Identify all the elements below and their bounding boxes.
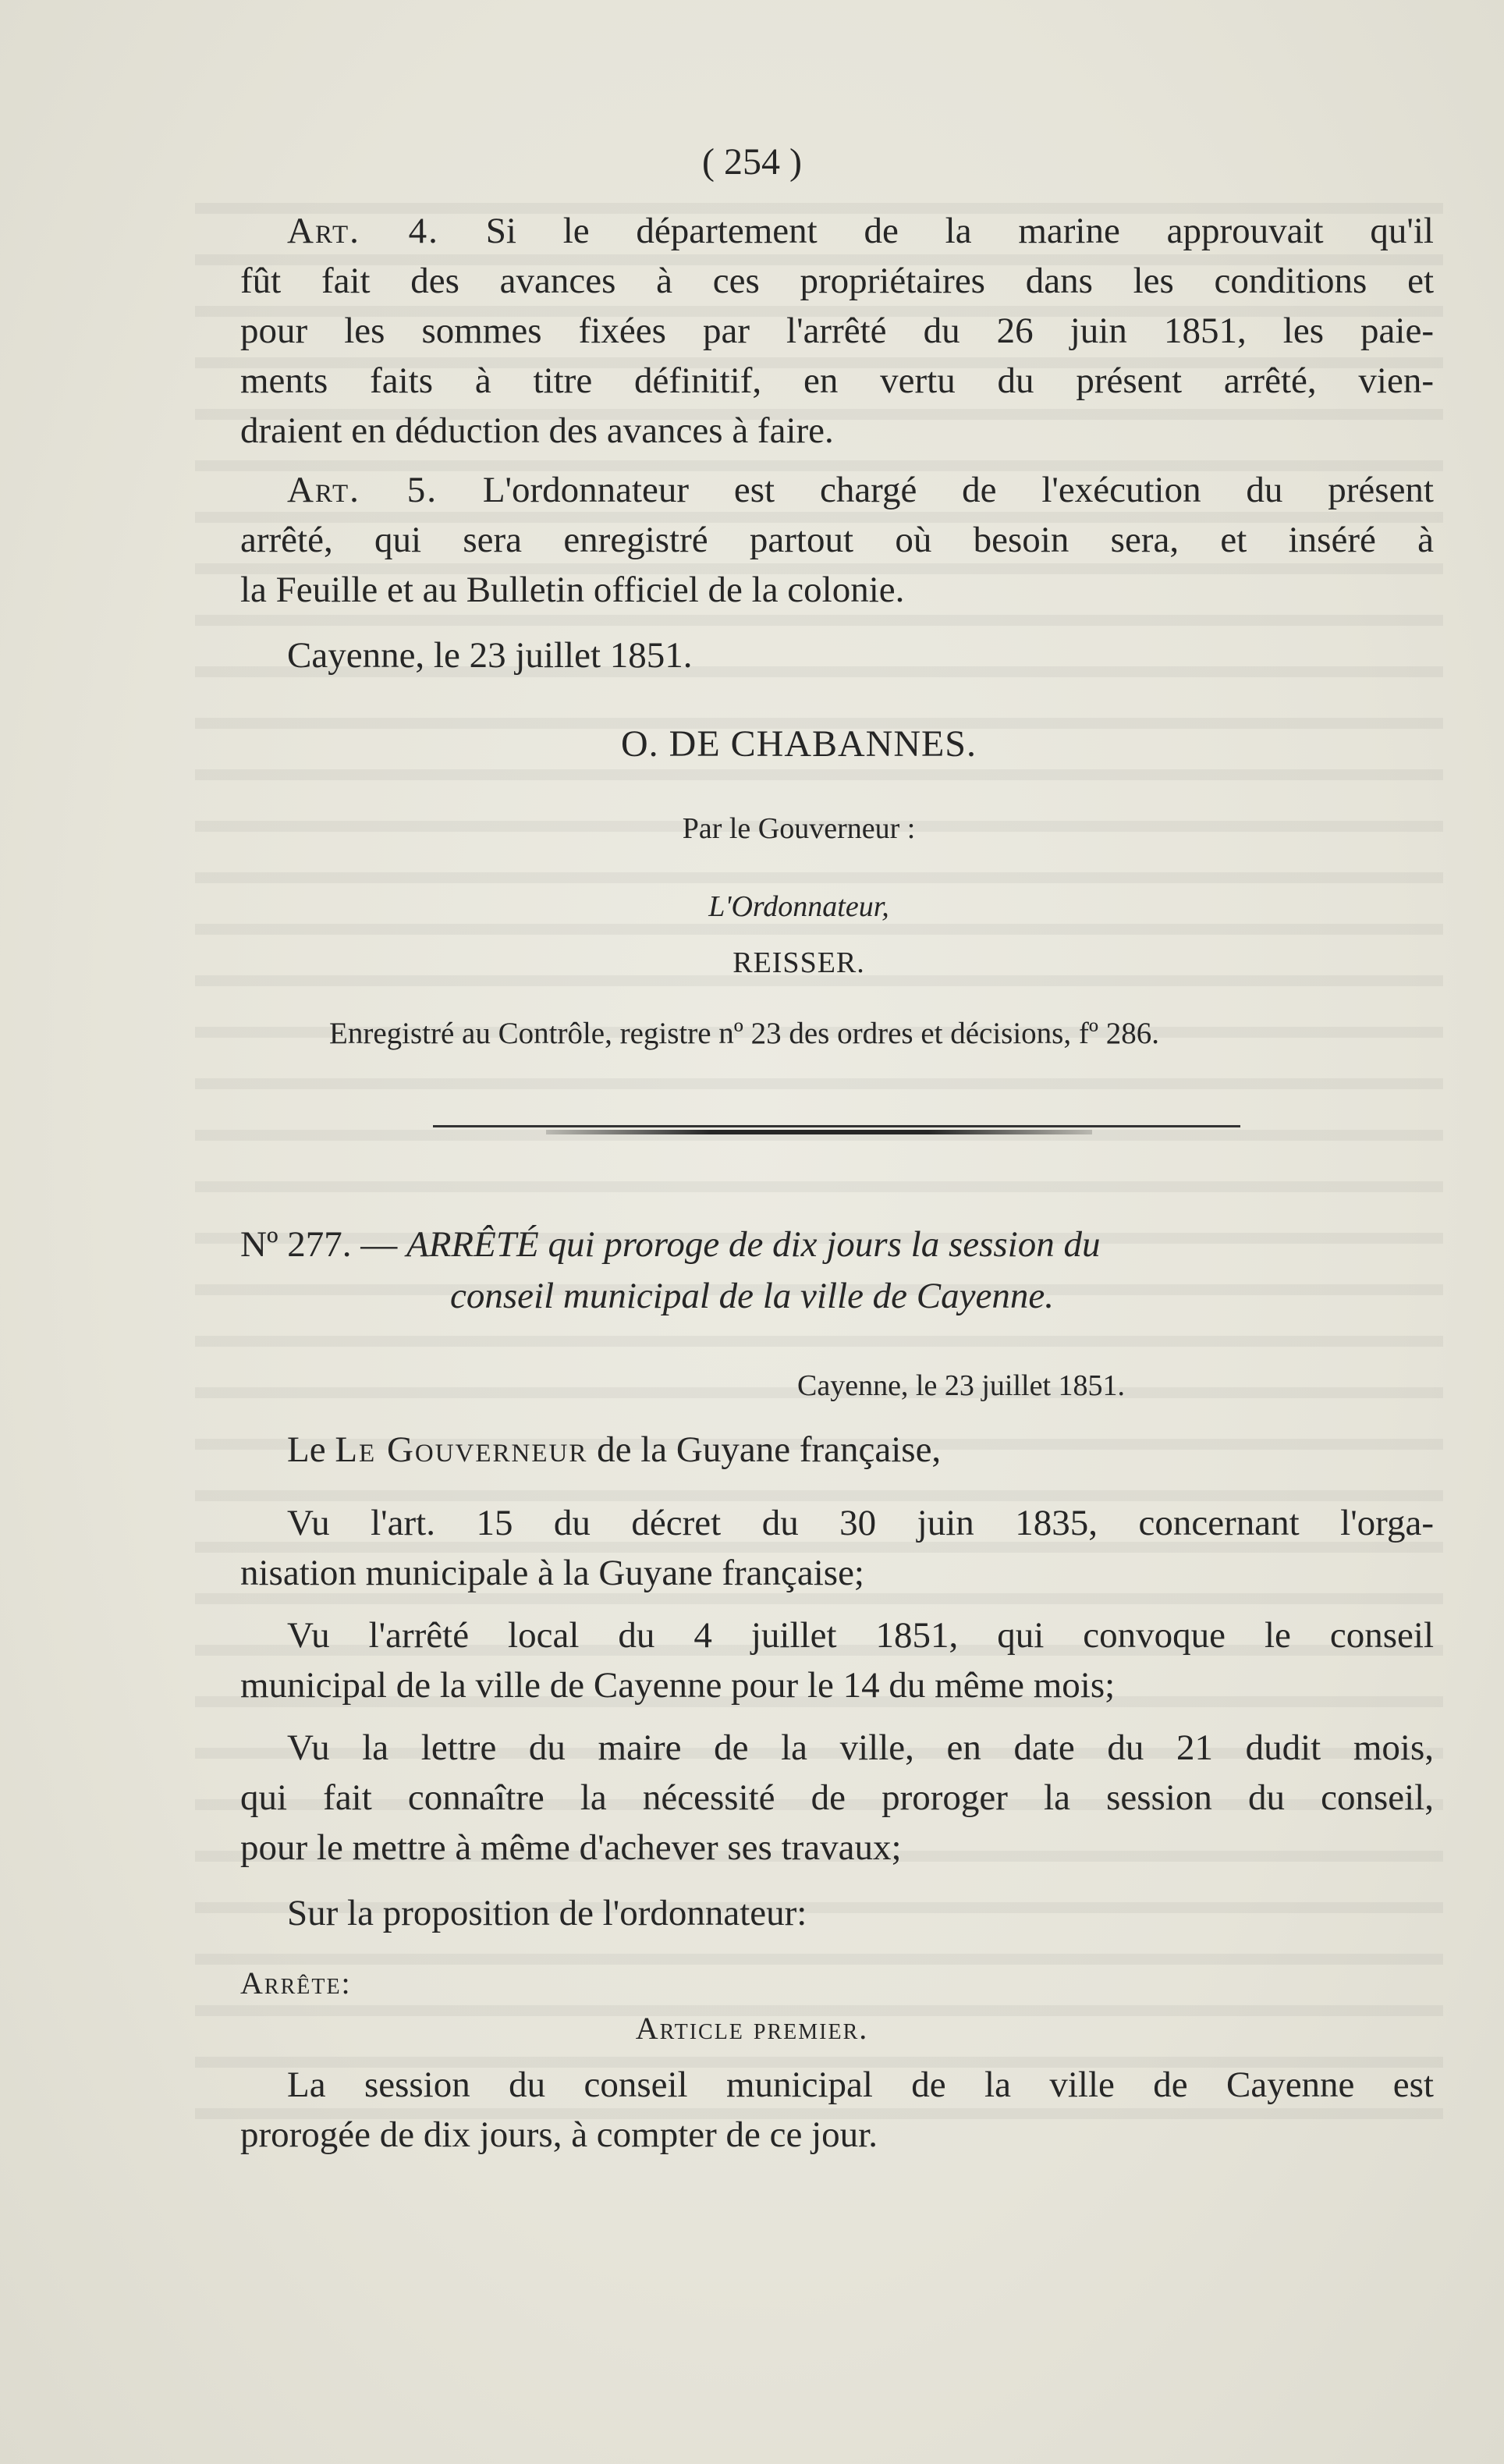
separator-rule-thin [433,1125,1240,1127]
vu1-line-1: Vu l'art. 15 du décret du 30 juin 1835, concernant l'orga- [287,1503,1434,1543]
arrete-label: Arrête: [240,1965,352,2001]
vu3-line-1: Vu la lettre du maire de la ville, en date du 21 dudit mois, [287,1727,1434,1768]
article-heading: Article premier. [635,2011,869,2046]
vu1-line-2: nisation municipale à la Guyane française; [240,1553,864,1593]
decree-heading-line-1 [240,1223,1434,1266]
dateline: Cayenne, le 23 juillet 1851. [287,635,693,676]
vu3-line-3: pour le mettre à même d'achever ses travaux; [240,1827,902,1868]
article-line-2: prorogée de dix jours, à compter de ce jour. [240,2114,878,2155]
art4-line-1 [240,206,1434,256]
gouverneur-line [287,1425,1481,1475]
art5-line-1 [240,465,1434,515]
registration-note: Enregistré au Contrôle, registre nº 23 des ordres et décisions, fº 286. [329,1017,1159,1050]
decree-title-1: ARRÊTÉ qui proroge de dix jours la session du [406,1224,1101,1265]
decree-title-2: conseil municipal de la ville de Cayenne. [450,1276,1054,1316]
separator-rule-thick [546,1130,1092,1134]
art5-line-2: arrêté, qui sera enregistré partout où besoin sera, et inséré à [240,520,1434,560]
art4-line-4: ments faits à titre définitif, en vertu du présent arrêté, vien- [240,360,1434,401]
vu3-line-2: qui fait connaître la nécessité de proroger la session du conseil, [240,1777,1434,1818]
vu2-line-2: municipal de la ville de Cayenne pour le 14 du même mois; [240,1665,1116,1706]
ordonnateur-name: REISSER. [732,946,865,979]
art4-text-1: Si le département de la marine approuvait qu'il [485,211,1434,251]
par-le-gouverneur: Par le Gouverneur : [682,812,916,845]
art5-text-1: L'ordonnateur est chargé de l'exécution du présent [482,470,1434,510]
proposition-line: Sur la proposition de l'ordonnateur: [287,1893,807,1933]
art4-label: Art. 4. [287,211,439,251]
gouverneur-label: Le Gouverneur [335,1429,588,1470]
art5-label: Art. 5. [287,470,438,510]
art5-line-3: la Feuille et au Bulletin officiel de la colonie. [240,570,905,610]
decree-place-date: Cayenne, le 23 juillet 1851. [796,1369,1126,1402]
art4-line-5: draient en déduction des avances à faire. [240,410,834,451]
gouverneur-prefix: Le [287,1429,335,1470]
signature: O. DE CHABANNES. [620,723,977,765]
art4-line-2: fût fait des avances à ces propriétaires dans les conditions et [240,261,1434,301]
ordonnateur-title: L'Ordonnateur, [708,890,889,923]
page-number: ( 254 ) [702,141,802,183]
gouverneur-rest: de la Guyane française, [597,1429,942,1470]
vu2-line-1: Vu l'arrêté local du 4 juillet 1851, qui convoque le conseil [287,1615,1434,1656]
art4-line-3: pour les sommes fixées par l'arrêté du 26 juin 1851, les paie- [240,311,1434,351]
decree-heading-line-2 [0,1275,1504,1317]
decree-number: Nº 277. — [240,1224,398,1265]
article-line-1: La session du conseil municipal de la ville de Cayenne est [287,2065,1434,2105]
